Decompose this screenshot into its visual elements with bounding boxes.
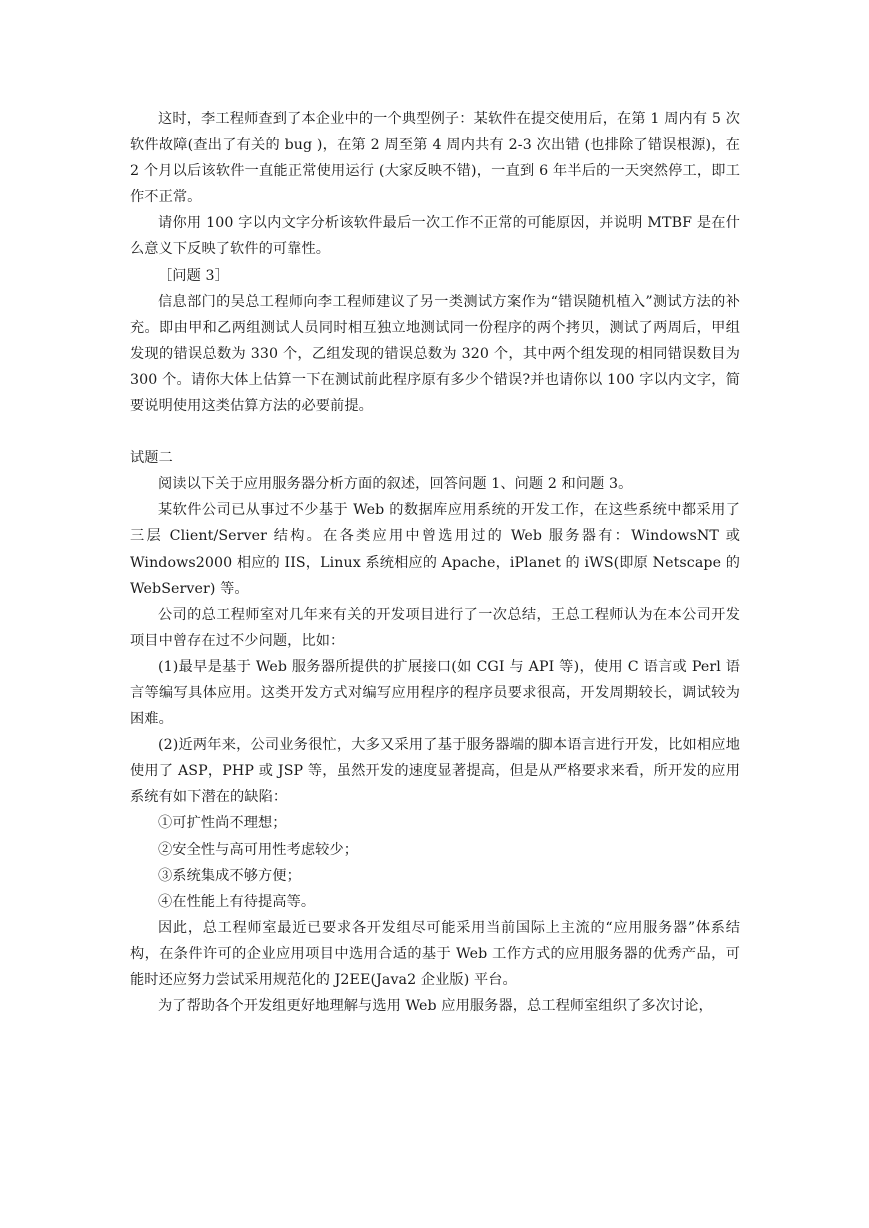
section-heading: 试题二 <box>130 450 173 467</box>
question-heading: ［问题 3］ <box>158 267 229 284</box>
paragraph: 因此，总工程师室最近已要求各开发组尽可能采用当前国际上主流的“应用服务器”体系结构，在条件许可的企业应用项目中选用合适的基于 Web 工作方式的应用服务器的优秀产品，可能时还应努力尝试采用规范化的 J2EE(Java2 企业版) 平台。 <box>130 919 740 988</box>
list-item: ③系统集成不够方便； <box>158 867 301 884</box>
list-item: ②安全性与高可用性考虑较少； <box>158 841 359 858</box>
list-item: (2)近两年来，公司业务很忙，大多又采用了基于服务器端的脚本语言进行开发，比如相应地使用了 ASP，PHP 或 JSP 等，虽然开发的速度显著提高，但是从严格要求来看，所开发的应用系统有如下潜在的缺陷： <box>130 737 740 806</box>
paragraph: 为了帮助各个开发组更好地理解与选用 Web 应用服务器，总工程师室组织了多次讨论， <box>158 998 713 1015</box>
list-item: (1)最早是基于 Web 服务器所提供的扩展接口(如 CGI 与 API 等)，使用 C 语言或 Perl 语言等编写具体应用。这类开发方式对编写应用程序的程序员要求很高，开发周期较长，调试较为困难。 <box>130 658 740 728</box>
list-item: ①可扩性尚不理想； <box>158 815 287 832</box>
document-page <box>130 106 740 1019</box>
paragraph: 信息部门的吴总工程师向李工程师建议了另一类测试方案作为“错误随机植入”测试方法的补充。即由甲和乙两组测试人员同时相互独立地测试同一份程序的两个拷贝，测试了两周后，甲组发现的错误总数为 330 个，乙组发现的错误总数为 320 个，其中两个组发现的相同错误数目为 300 个。请你大体上估算一下在测试前此程序原有多少个错误?并也请你以 100 字以内文字，简要说明使用这类估算方法的必要前提。 <box>130 293 740 415</box>
paragraph: 这时，李工程师查到了本企业中的一个典型例子：某软件在提交使用后，在第 1 周内有 5 次软件故障(查出了有关的 bug )，在第 2 周至第 4 周内共有 2-3 次出错 (也排除了错误根源)，在 2 个月以后该软件一直能正常使用运行 (大家反映不错)，一直到 6 年半后的一天突然停工，即工作不正常。 <box>130 111 740 206</box>
list-item: ④在性能上有待提高等。 <box>158 893 316 910</box>
paragraph: 阅读以下关于应用服务器分析方面的叙述，回答问题 1、问题 2 和问题 3。 <box>158 476 633 493</box>
paragraph: 某软件公司已从事过不少基于 Web 的数据库应用系统的开发工作，在这些系统中都采用了三层 Client/Server 结构。在各类应用中曾选用过的 Web 服务器有：WindowsNT 或 Windows2000 相应的 IIS，Linux 系统相应的 Apache，iPlanet 的 iWS(即原 Netscape 的 WebServer) 等。 <box>130 502 740 597</box>
blank-line <box>130 419 740 445</box>
paragraph: 请你用 100 字以内文字分析该软件最后一次工作不正常的可能原因，并说明 MTBF 是在什么意义下反映了软件的可靠性。 <box>130 215 740 258</box>
paragraph: 公司的总工程师室对几年来有关的开发项目进行了一次总结，王总工程师认为在本公司开发项目中曾存在过不少问题，比如： <box>130 606 740 649</box>
